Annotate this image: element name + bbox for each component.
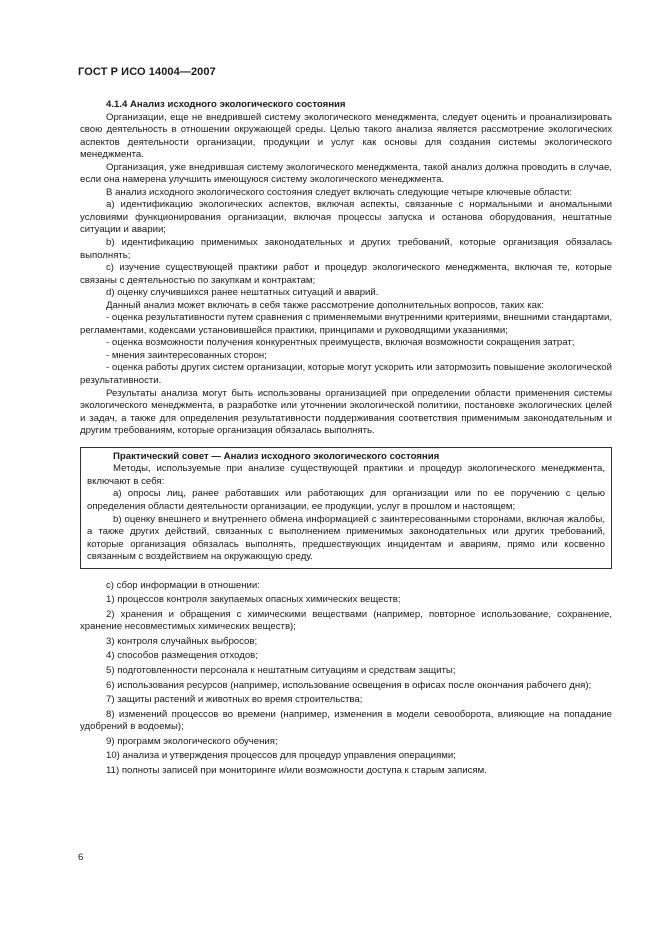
list-item: - оценка результативности путем сравнения с применяемыми внутренними критериями, внешними стандартами, регламентами, кодексами установившейся практики, принципами и руководящими указаниями;: [80, 312, 612, 336]
list-item: d) оценку случившихся ранее нештатных ситуаций и аварий.: [106, 287, 379, 299]
list-item: - оценка работы других систем организации, которые могут ускорить или затормозить повышение экологической результативности.: [80, 362, 612, 387]
list-intro: c) сбор информации в отношении:: [106, 579, 260, 591]
list-item: 1) процессов контроля закупаемых опасных химических веществ;: [106, 594, 401, 606]
list-item: 7) защиты растений и животных во время строительства;: [106, 694, 363, 706]
information-list: [80, 580, 612, 778]
list-item: 5) подготовленности персонала к нештатным ситуациям и средствам защиты;: [106, 664, 456, 676]
document-body: [80, 99, 612, 779]
paragraph: Методы, используемые при анализе существующей практики и процедур экологического менеджмента, включают в себя:: [87, 463, 605, 487]
paragraph: Организации, еще не внедрившей систему экологического менеджмента, следует оценить и проанализировать свою деятельность в отношении окружающей среды. Целью такого анализа является рассмотрение экологических аспектов деятельности организации, продукции и услуг как основы для создания системы экологического менеджмента.: [80, 111, 612, 161]
list-item: 3) контроля случайных выбросов;: [106, 635, 258, 647]
list-item: - мнения заинтересованных сторон;: [106, 349, 267, 361]
list-item: b) идентификацию применимых законодательных и других требований, которые организация обязалась выполнять;: [80, 237, 612, 261]
list-item: 8) изменений процессов во времени (например, изменения в модели севооборота, влияющие на попадание удобрений в водоемы);: [80, 708, 612, 733]
list-item: c) изучение существующей практики работ и процедур экологического менеджмента, включая те, которые связаны с деятельностью по закупкам и контрактам;: [80, 262, 612, 286]
page-header: ГОСТ Р ИСО 14004—2007: [78, 66, 216, 78]
paragraph: Организация, уже внедрившая систему экологического менеджмента, такой анализ должна проводить в случае, если она намерена улучшить имеющуюся систему экологического менеджмента.: [80, 161, 612, 186]
list-item: 4) способов размещения отходов;: [106, 650, 258, 662]
paragraph: В анализ исходного экологического состояния следует включать следующие четыре ключевые области:: [106, 186, 573, 198]
list-item: a) идентификацию экологических аспектов, включая аспекты, связанные с нормальными и аномальными условиями функционирования организации, включая процессы запуска и останова оборудования, нештатные ситуации и аварии;: [80, 199, 612, 236]
list-item: 9) программ экологического обучения;: [106, 735, 278, 747]
tip-heading: Практический совет — Анализ исходного экологического состояния: [113, 450, 440, 462]
paragraph: Результаты анализа могут быть использованы организацией при определении области применения системы экологического менеджмента, в разработке или уточнении экологической политики, постановке экологических целей и задач, а также для определения результативности поддерживания соответствия применимым законодательным и другим требованиям, которые организация обязалась выполнять.: [80, 387, 612, 437]
list-item: 10) анализа и утверждения процессов для процедур управления операциями;: [106, 750, 456, 762]
paragraph: Данный анализ может включать в себя также рассмотрение дополнительных вопросов, таких как:: [106, 299, 544, 311]
list-item: b) оценку внешнего и внутреннего обмена информацией с заинтересованными сторонами, включая жалобы, а также других действий, связанных с выполнением применимых законодательных или других требований, которые организация обязалась выполнять, предшествующих инцидентам и авариям, прямо или косвенно связанным с воздействием на окружающую среду.: [87, 513, 605, 563]
list-item: a) опросы лиц, ранее работавших или работающих для организации или по ее поручению с целью определения области деятельности организации, ее продукции, услуг в прошлом и настоящем;: [87, 488, 605, 512]
list-item: 11) полноты записей при мониторинге и/или возможности доступа к старым записям.: [106, 764, 487, 776]
list-item: 2) хранения и обращения с химическими веществами (например, повторное использование, сохранение, хранение несовместимых химических веществ);: [80, 608, 612, 633]
list-item: 6) использования ресурсов (например, использование освещения в офисах после окончания рабочего дня);: [106, 679, 592, 691]
page-number: 6: [78, 852, 84, 863]
practical-tip-box: [80, 447, 612, 569]
section-heading: 4.1.4 Анализ исходного экологического состояния: [106, 99, 346, 110]
list-item: - оценка возможности получения конкурентных преимуществ, включая возможности сокращения затрат;: [106, 337, 575, 349]
